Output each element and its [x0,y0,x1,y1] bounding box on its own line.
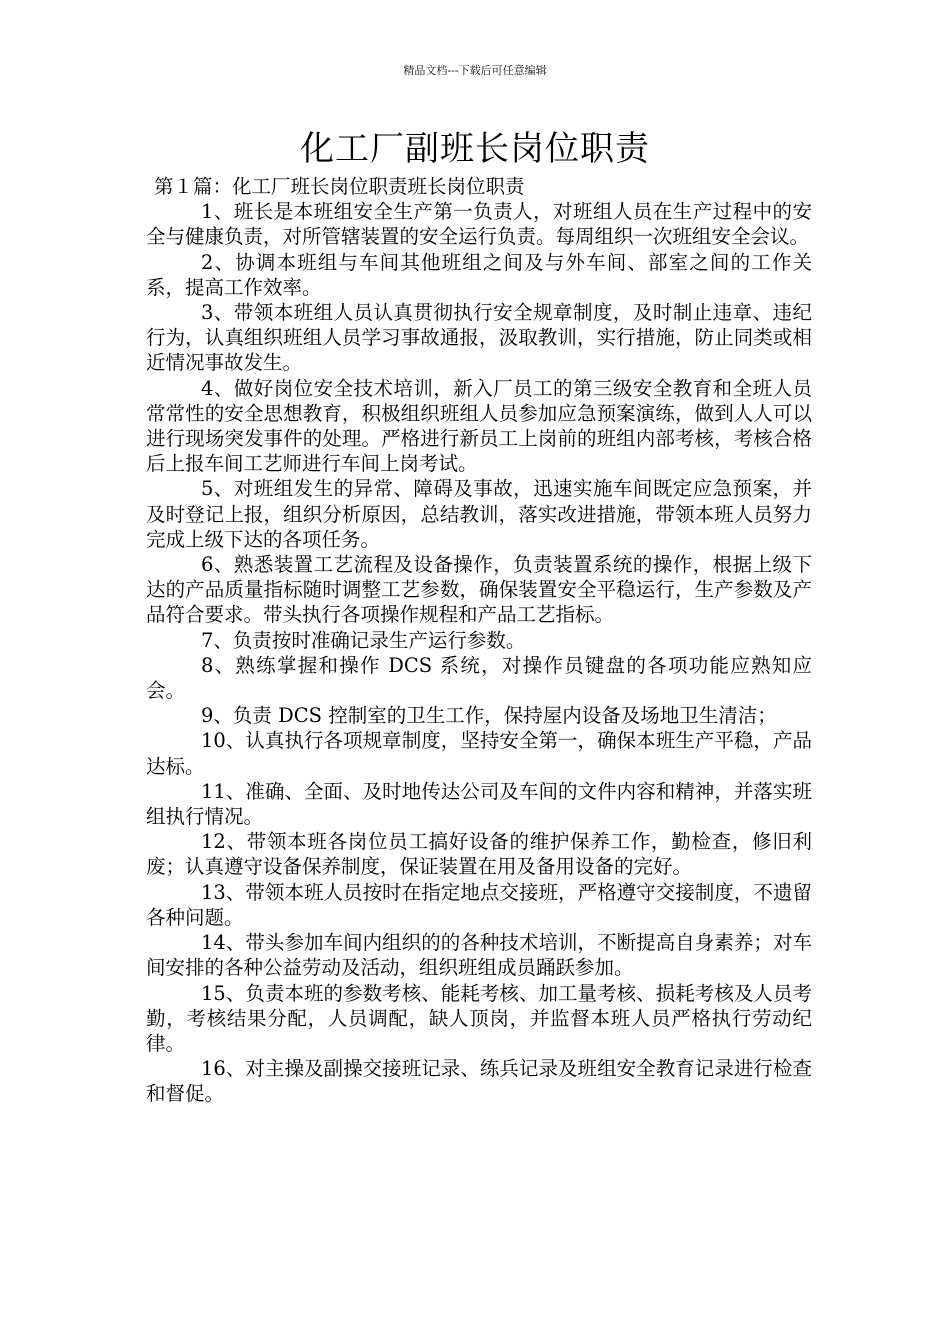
duty-item: 12、带领本班各岗位员工搞好设备的维护保养工作，勤检查，修旧利废；认真遵守设备保养制度，保证装置在用及备用设备的完好。 [146,830,812,879]
duty-item: 5、对班组发生的异常、障碍及事故，迅速实施车间既定应急预案，并及时登记上报，组织分析原因，总结教训，落实改进措施，带领本班人员努力完成上级下达的各项任务。 [146,477,812,551]
duty-item: 8、熟练掌握和操作 DCS 系统，对操作员键盘的各项功能应熟知应会。 [146,653,812,703]
header-note: 精品文档---下载后可任意编辑 [403,64,547,77]
duty-item: 9、负责 DCS 控制室的卫生工作，保持屋内设备及场地卫生清洁； [201,704,777,728]
duty-item: 7、负责按时准确记录生产运行参数。 [201,628,526,652]
duty-item: 13、带领本班人员按时在指定地点交接班，严格遵守交接制度，不遗留各种问题。 [146,880,812,929]
duty-item: 15、负责本班的参数考核、能耗考核、加工量考核、损耗考核及人员考勤，考核结果分配，人员调配，缺人顶岗，并监督本班人员严格执行劳动纪律。 [146,981,812,1055]
duty-item: 1、班长是本班组安全生产第一负责人，对班组人员在生产过程中的安全与健康负责，对所管辖装置的安全运行负责。每周组织一次班组安全会议。 [146,200,812,249]
duty-item: 4、做好岗位安全技术培训，新入厂员工的第三级安全教育和全班人员常常性的安全思想教育，积极组织班组人员参加应急预案演练，做到人人可以进行现场突发事件的处理。严格进行新员工上岗前的班组内部考核，考核合格后上报车间工艺师进行车间上岗考试。 [146,376,812,476]
duty-item: 10、认真执行各项规章制度，坚持安全第一，确保本班生产平稳，产品达标。 [146,729,812,778]
duty-item: 14、带头参加车间内组织的的各种技术培训，不断提高自身素养；对车间安排的各种公益劳动及活动，组织班组成员踊跃参加。 [146,931,812,980]
document-body [146,174,812,1107]
duty-item: 6、熟悉装置工艺流程及设备操作，负责装置系统的操作，根据上级下达的产品质量指标随时调整工艺参数，确保装置安全平稳运行，生产参数及产品符合要求。带头执行各项操作规程和产品工艺指标。 [146,553,812,627]
duty-item: 11、准确、全面、及时地传达公司及车间的文件内容和精神，并落实班组执行情况。 [146,779,812,829]
duty-item: 2、协调本班组与车间其他班组之间及与外车间、部室之间的工作关系，提高工作效率。 [146,250,812,299]
duty-item: 3、带领本班组人员认真贯彻执行安全规章制度，及时制止违章、违纪行为，认真组织班组人员学习事故通报，汲取教训，实行措施，防止同类或相近情况事故发生。 [146,301,812,375]
section-heading: 第１篇：化工厂班长岗位职责班长岗位职责 [154,175,525,198]
duty-item: 16、对主操及副操交接班记录、练兵记录及班组安全教育记录进行检查和督促。 [146,1057,812,1106]
document-title: 化工厂副班长岗位职责 [300,129,650,169]
